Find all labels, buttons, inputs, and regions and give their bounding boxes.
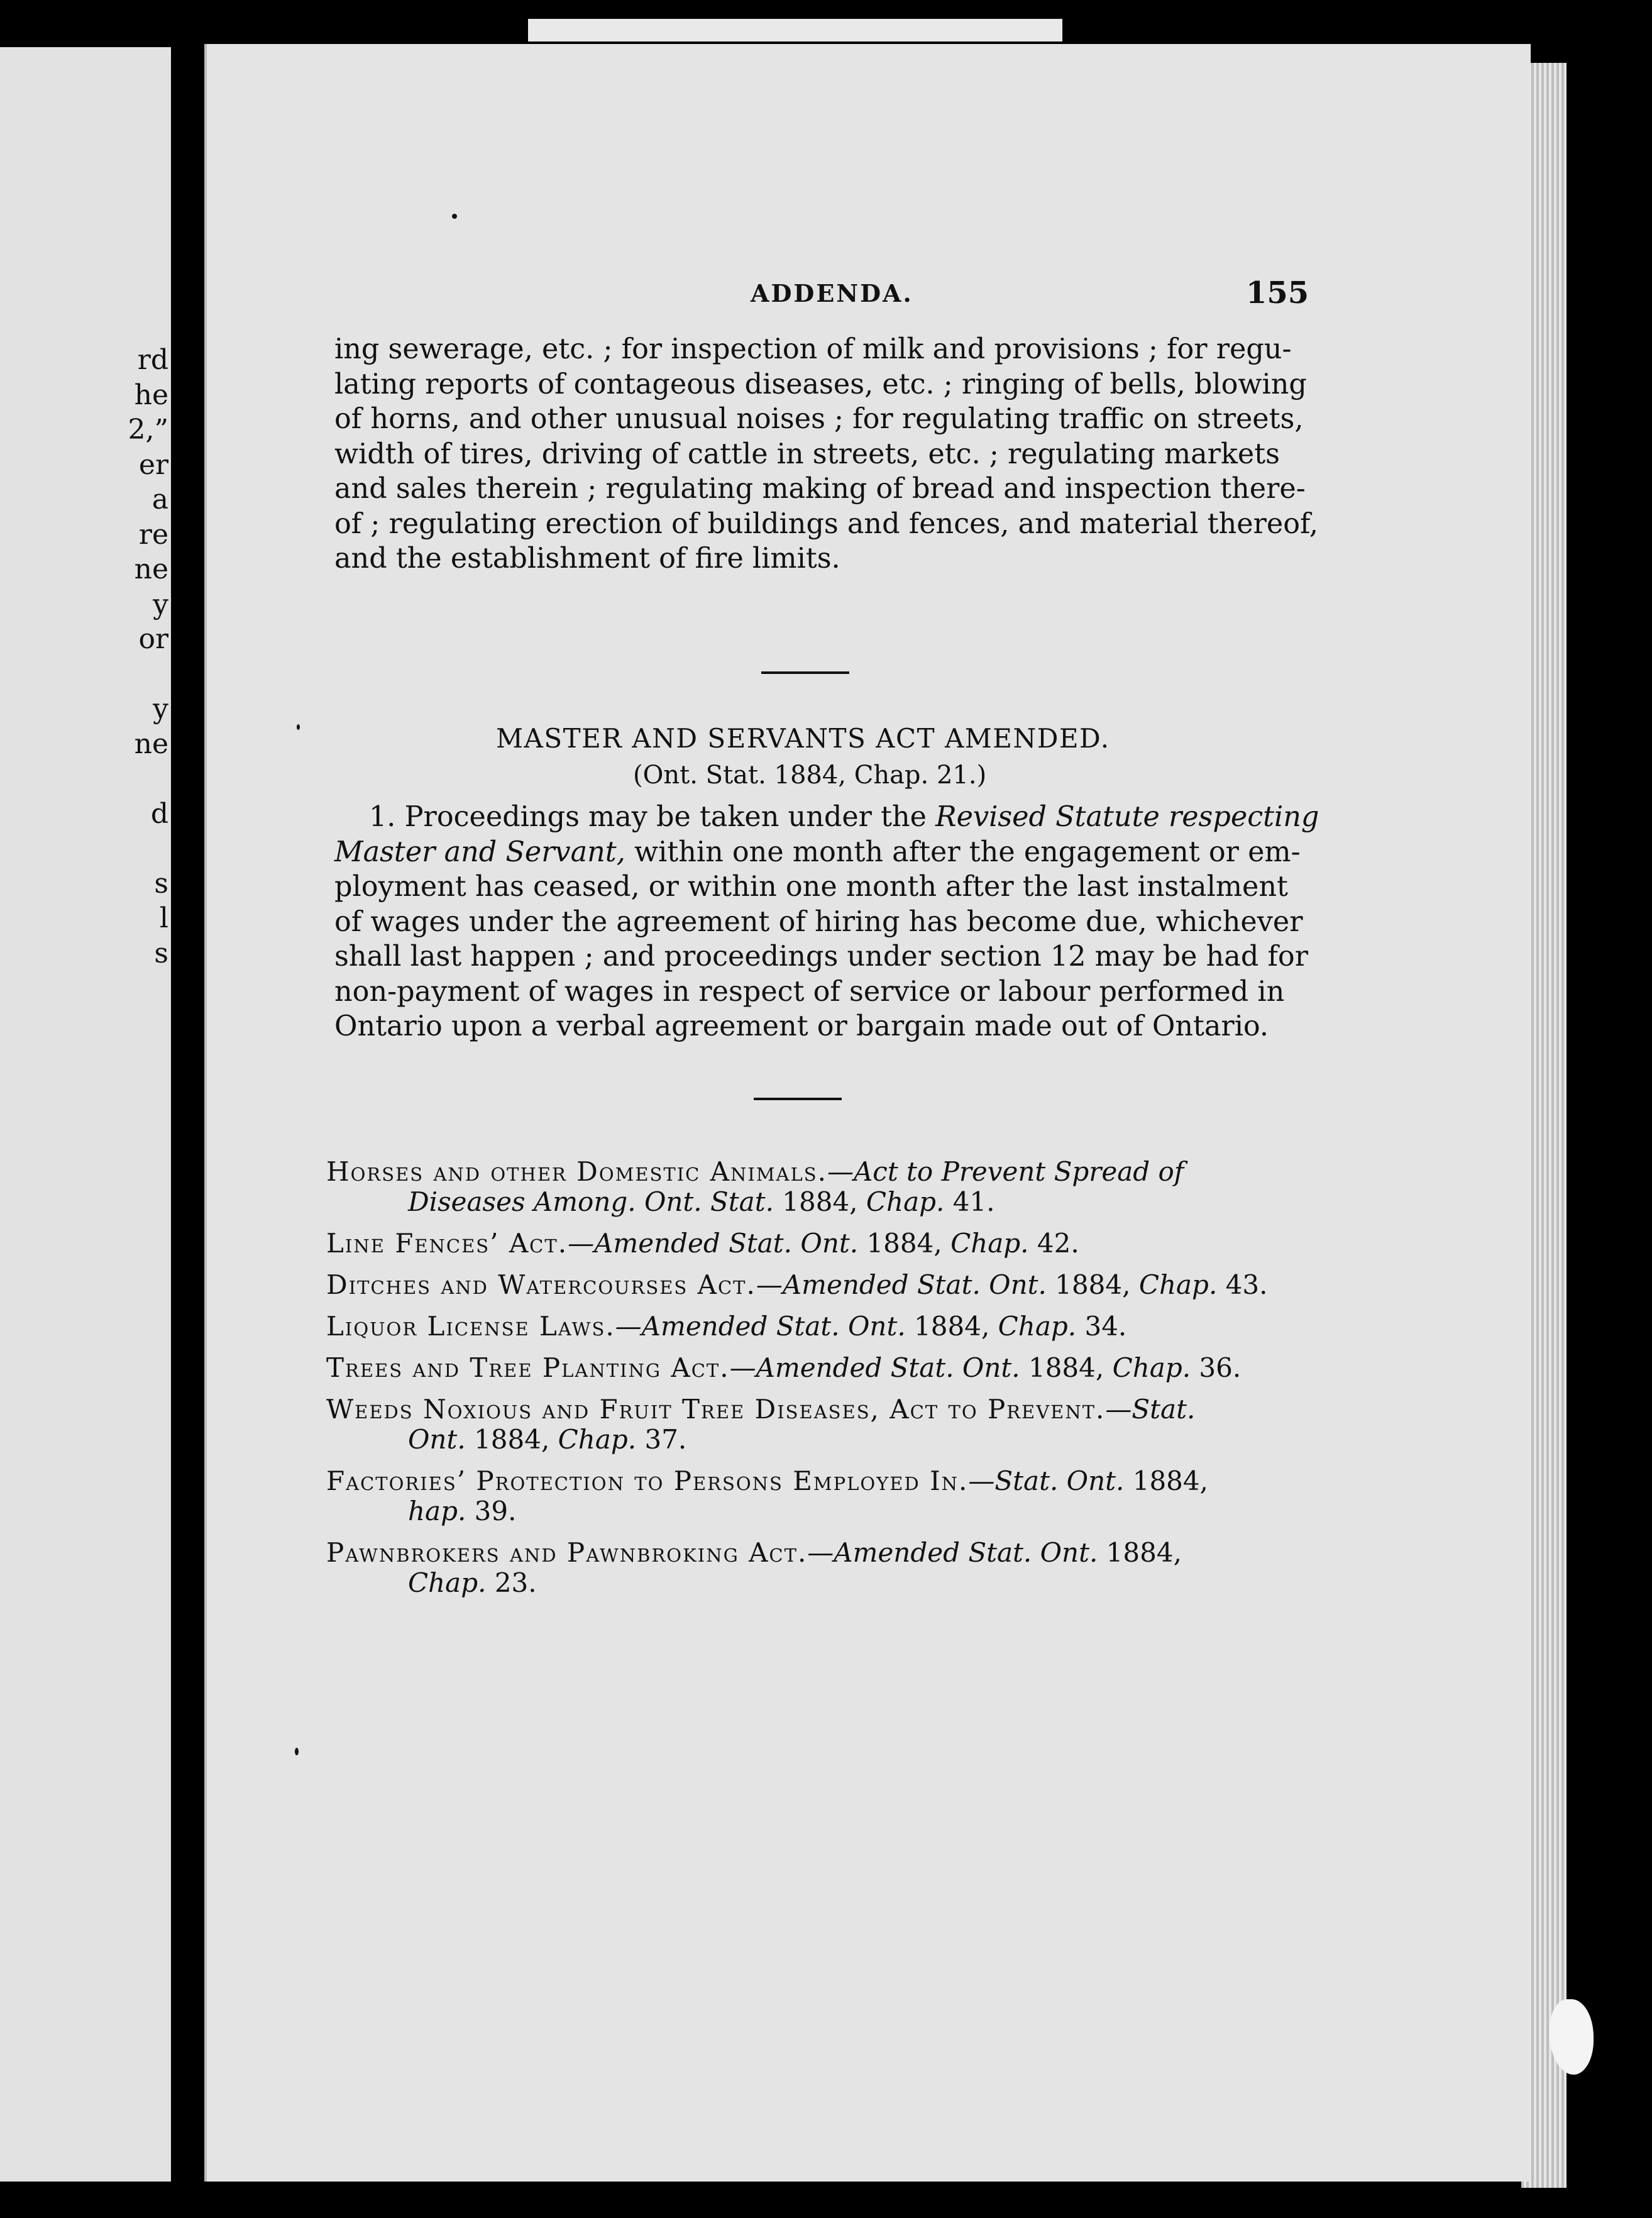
italic-run: Chap. [408, 1567, 487, 1598]
fragment: ne [134, 727, 168, 760]
ink-speck [297, 724, 300, 730]
fragment [5, 657, 168, 692]
text-line [326, 1538, 1307, 1568]
page-number: 155 [1246, 275, 1309, 311]
text-line [326, 1394, 1307, 1425]
statute-entry [326, 1466, 1307, 1526]
italic-run: —Amended Stat. Ont. [729, 1352, 1020, 1383]
fragment [5, 1006, 168, 1041]
text-line [334, 800, 1319, 835]
text-line [326, 1187, 1307, 1217]
entry-heading: Weeds Noxious and Fruit Tree Diseases, Act to Prevent. [326, 1394, 1106, 1425]
statute-entry [326, 1394, 1307, 1455]
text-run: 43. [1217, 1269, 1268, 1300]
statute-entry [326, 1311, 1307, 1342]
text-run: 1. Proceedings may be taken under the [369, 801, 936, 833]
fragment: y [153, 693, 168, 725]
italic-run: —Amended Stat. Ont. [615, 1311, 906, 1342]
text-run: 34. [1076, 1311, 1127, 1342]
fragment: er [138, 448, 168, 481]
statute-entry [326, 1538, 1307, 1598]
fragment: he [134, 378, 168, 411]
italic-run: —Amended Stat. Ont. [807, 1537, 1098, 1568]
entry-heading: Line Fences’ Act. [326, 1228, 568, 1259]
text-line [326, 1157, 1307, 1187]
fragment: l [159, 902, 168, 934]
text-line [334, 835, 1301, 870]
text-line: non-payment of wages in respect of service or labour performed in [334, 975, 1285, 1008]
text-run: 1884, [1098, 1537, 1182, 1568]
text-line: and sales therein ; regulating making of bread and inspection there- [334, 473, 1306, 505]
ink-speck [452, 214, 457, 219]
text-run: 1884, [905, 1311, 998, 1342]
text-line: shall last happen ; and proceedings under section 12 may be had for [334, 941, 1308, 973]
text-line: ployment has ceased, or within one month after the last instalment [334, 871, 1288, 903]
fragment [5, 831, 168, 866]
statute-entry [326, 1157, 1307, 1217]
entry-heading: Ditches and Watercourses Act. [326, 1269, 756, 1300]
statute-entry [326, 1228, 1307, 1259]
fragment [5, 1040, 168, 1076]
text-line: lating reports of contageous diseases, etc. ; ringing of bells, blowing [334, 368, 1307, 400]
italic-run: Chap. [1138, 1269, 1218, 1300]
text-line: width of tires, driving of cattle in streets, etc. ; regulating markets [334, 438, 1280, 470]
fragment: re [138, 518, 168, 551]
text-run: 1884, [465, 1424, 558, 1455]
text-line: and the establishment of fire limits. [334, 543, 840, 575]
text-run: 42. [1028, 1228, 1079, 1259]
section-paragraph [334, 800, 1319, 1044]
fragment: s [154, 867, 168, 900]
section-title: MASTER AND SERVANTS ACT AMENDED. [496, 723, 1110, 754]
text-run: 37. [636, 1424, 687, 1455]
entry-heading: Trees and Tree Planting Act. [326, 1352, 730, 1383]
right-page [204, 44, 1531, 2182]
text-run: 23. [486, 1567, 537, 1598]
section-citation: (Ont. Stat. 1884, Chap. 21.) [633, 761, 987, 790]
italic-run: —Amended Stat. Ont. [568, 1228, 859, 1259]
fragment: ne [134, 553, 168, 585]
italic-run: Chap. [998, 1311, 1077, 1342]
statute-entries [326, 1157, 1307, 1609]
italic-run: Master and Servant, [334, 836, 625, 868]
text-run: 36. [1191, 1352, 1242, 1383]
ink-speck [295, 1748, 299, 1755]
section-divider [761, 671, 849, 674]
text-run: 1884, [1020, 1352, 1113, 1383]
text-line: of horns, and other unusual noises ; for regulating traffic on streets, [334, 403, 1304, 435]
text-line [326, 1496, 1307, 1526]
statute-entry [326, 1353, 1307, 1383]
italic-run: hap. [408, 1496, 466, 1526]
italic-run: Diseases Among. Ont. Stat. [408, 1186, 774, 1217]
fragment: y [153, 588, 168, 621]
fragment: or [138, 623, 168, 655]
text-run: 1884, [858, 1228, 951, 1259]
text-line: of ; regulating erection of buildings and fences, and material thereof, [334, 507, 1319, 540]
italic-run: Revised Statute respecting [935, 801, 1319, 833]
italic-run: Chap. [950, 1228, 1029, 1259]
fragment: d [150, 797, 168, 830]
fragment [5, 761, 168, 797]
italic-run: Ont. [408, 1424, 466, 1455]
text-line [326, 1270, 1307, 1300]
text-run: within one month after the engagement or em- [625, 836, 1301, 868]
fragment: 2,” [128, 414, 168, 446]
text-run: 1884, [1046, 1269, 1139, 1300]
text-line: Ontario upon a verbal agreement or bargain made out of Ontario. [334, 1010, 1269, 1042]
italic-run: Chap. [1112, 1352, 1191, 1383]
text-line [326, 1425, 1307, 1455]
text-line: ing sewerage, etc. ; for inspection of milk and provisions ; for regu- [334, 333, 1292, 365]
italic-run: Chap. [866, 1186, 945, 1217]
text-line [326, 1353, 1307, 1383]
text-run: 39. [466, 1496, 517, 1526]
fragment [5, 971, 168, 1006]
entry-heading: Pawnbrokers and Pawnbroking Act. [326, 1537, 808, 1568]
text-line [326, 1311, 1307, 1342]
statute-entry [326, 1270, 1307, 1300]
italic-run: —Act to Prevent Spread of [827, 1156, 1184, 1187]
left-page-edge [0, 47, 171, 2182]
fragment: a [151, 483, 168, 516]
top-paper-strip [528, 19, 1062, 41]
text-run: 41. [944, 1186, 995, 1217]
entry-heading: Horses and other Domestic Animals. [326, 1156, 827, 1187]
italic-run: Chap. [558, 1424, 637, 1455]
text-run: 1884, [1124, 1465, 1208, 1496]
running-head: ADDENDA. [751, 279, 913, 307]
left-page-fragments [5, 47, 168, 1076]
entry-heading: Liquor License Laws. [326, 1311, 615, 1342]
italic-run: —Stat. [1105, 1394, 1196, 1425]
fragment: s [154, 937, 168, 969]
bylaw-paragraph [334, 332, 1319, 577]
text-line: of wages under the agreement of hiring has become due, whichever [334, 905, 1303, 938]
italic-run: —Amended Stat. Ont. [756, 1269, 1047, 1300]
text-line [326, 1466, 1307, 1496]
text-line [326, 1568, 1307, 1598]
entry-heading: Factories’ Protection to Persons Employed In. [326, 1465, 969, 1496]
section-divider [754, 1098, 842, 1100]
italic-run: —Stat. Ont. [968, 1465, 1125, 1496]
fragment: rd [137, 344, 168, 376]
text-line [326, 1228, 1307, 1259]
text-run: 1884, [773, 1186, 866, 1217]
